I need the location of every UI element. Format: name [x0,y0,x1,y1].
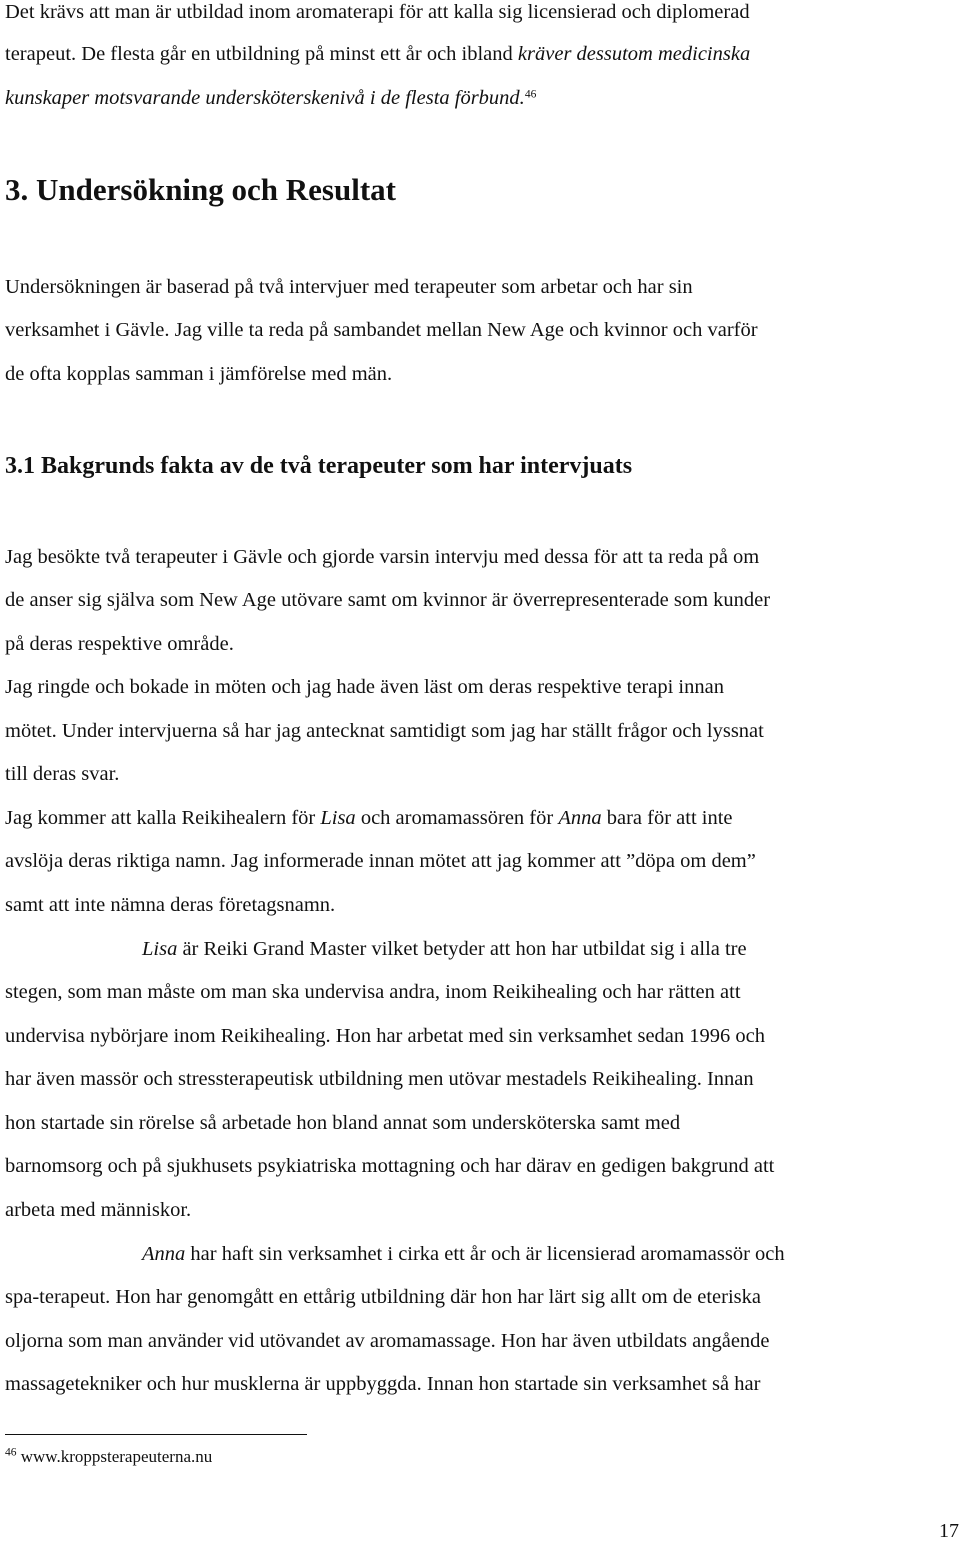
footnote-separator [5,1434,307,1435]
lisa-line-6: barnomsorg och på sjukhusets psykiatriska mottagning och har därav en gedigen bakgrund att [5,1155,775,1177]
anna-line-3: oljorna som man använder vid utövandet av aromamassage. Hon har även utbildats angående [5,1330,770,1352]
names-line-3: samt att inte nämna deras företagsnamn. [5,894,336,916]
page-number: 17 [939,1520,959,1542]
intro-line-2 [5,42,750,66]
section-3-line-1: Undersökningen är baserad på två intervjuer med terapeuter som arbetar och har sin [5,276,693,298]
intro-line-1: Det krävs att man är utbildad inom aromaterapi för att kalla sig licensierad och diplomerad [5,1,750,23]
anna-line-1 [142,1242,785,1266]
name-lisa: Lisa [320,807,356,829]
names-line-1-c: bara för att inte [601,807,733,829]
lisa-line-5: hon startade sin rörelse så arbetade hon bland annat som undersköterska samt med [5,1112,681,1134]
section-3-1-line-3: på deras respektive område. [5,633,234,655]
lisa-line-3: undervisa nybörjare inom Reikihealing. Hon har arbetat med sin verksamhet sedan 1996 och [5,1025,765,1047]
intro-line-3 [5,86,536,110]
section-3-1-line-4: Jag ringde och bokade in möten och jag hade även läst om deras respektive terapi innan [5,676,724,698]
names-line-1-a: Jag kommer att kalla Reikihealern för [5,807,321,829]
intro-line-3-italic: kunskaper motsvarande undersköterskenivå i de flesta förbund. [5,87,525,109]
section-3-1-line-5: mötet. Under intervjuerna så har jag antecknat samtidigt som jag har ställt frågor och lyssnat [5,720,764,742]
lisa-name: Lisa [142,938,178,960]
section-3-line-2: verksamhet i Gävle. Jag ville ta reda på sambandet mellan New Age och kvinnor och varför [5,319,758,341]
anna-line-4: massagetekniker och hur musklerna är uppbyggda. Innan hon startade sin verksamhet så har [5,1373,761,1395]
intro-line-2-text: terapeut. De flesta går en utbildning på minst ett år och ibland [5,43,518,65]
anna-line-2: spa-terapeut. Hon har genomgått en ettårig utbildning där hon har lärt sig allt om de eteriska [5,1286,761,1308]
footnote-number: 46 [5,1446,17,1459]
intro-line-2-italic: kräver dessutom medicinska [517,43,751,65]
section-3-1-line-1: Jag besökte två terapeuter i Gävle och gjorde varsin intervju med dessa för att ta reda på om [5,546,760,568]
section-3-heading: 3. Undersökning och Resultat [5,172,396,207]
names-line-2: avslöja deras riktiga namn. Jag informerade innan mötet att jag kommer att ”döpa om dem” [5,850,756,872]
section-3-1-line-2: de anser sig själva som New Age utövare samt om kvinnor är överrepresenterade som kunder [5,589,771,611]
anna-name: Anna [142,1243,186,1265]
section-3-1-line-6: till deras svar. [5,763,120,785]
footnote-ref-46[interactable]: 46 [524,88,537,101]
lisa-line-4: har även massör och stressterapeutisk utbildning men utövar mestadels Reikihealing. Innan [5,1068,754,1090]
footnote-46 [5,1446,212,1468]
section-3-1-heading: 3.1 Bakgrunds fakta av de två terapeuter som har intervjuats [5,453,633,479]
section-3-line-3: de ofta kopplas samman i jämförelse med män. [5,363,393,385]
name-anna: Anna [558,807,602,829]
names-line-1 [5,806,733,830]
anna-line-1-text: har haft sin verksamhet i cirka ett år och är licensierad aromamassör och [185,1243,785,1265]
lisa-line-2: stegen, som man måste om man ska undervisa andra, inom Reikihealing och har rätten att [5,981,741,1003]
lisa-line-1 [142,937,747,961]
names-line-1-b: och aromamassören för [355,807,559,829]
lisa-line-7: arbeta med människor. [5,1199,192,1221]
lisa-line-1-text: är Reiki Grand Master vilket betyder att hon har utbildat sig i alla tre [177,938,747,960]
footnote-link[interactable]: www.kroppsterapeuterna.nu [20,1447,213,1466]
